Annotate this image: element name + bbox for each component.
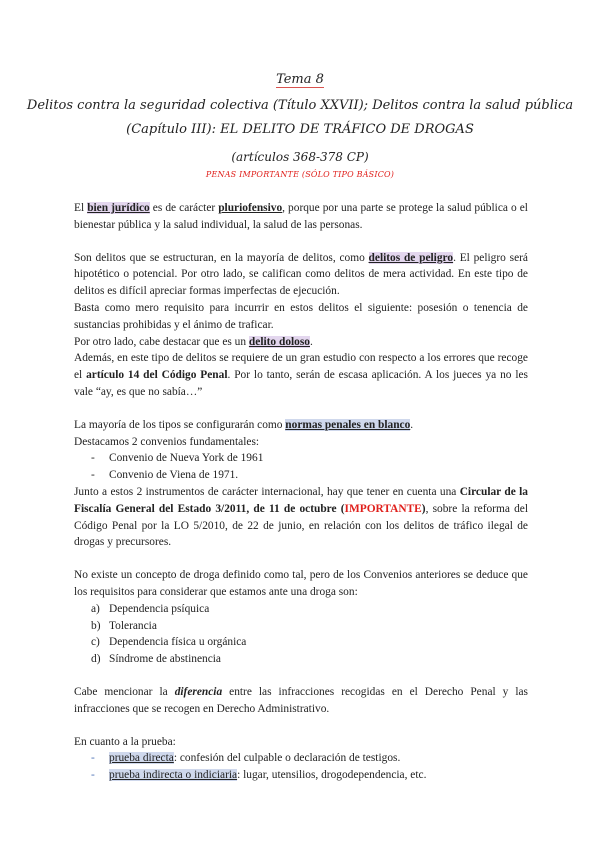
prueba-list [74,750,528,784]
list-item: d) Síndrome de abstinencia [91,653,221,666]
list-item: b) Tolerancia [91,619,157,632]
paragraph-diferencia: Cabe mencionar la diferencia entre las infracciones recogidas en el Derecho Penal y las infracciones que se recogen en Derecho Administrativo. [74,685,528,715]
chapter-heading-line-1: Delitos contra la seguridad colectiva (Título XXVII); Delitos contra la salud pública [26,98,574,113]
paragraph-prueba-intro: En cuanto a la prueba: [74,735,176,748]
list-item: - Convenio de Viena de 1971. [91,469,239,482]
list-item: c) Dependencia física u orgánica [91,636,247,649]
paragraph-concepto-droga: No existe un concepto de droga definido como tal, pero de los Convenios anteriores se deduce que los requisitos para considerar que estamos ante una droga son: [74,569,528,598]
term-delitos-de-peligro: delitos de peligro [368,251,454,264]
term-normas-penales-en-blanco: normas penales en blanco [285,418,411,431]
term-delito-doloso: delito doloso [248,335,310,348]
chapter-heading-line-2: (Capítulo III): EL DELITO DE TRÁFICO DE DROGAS [126,122,474,137]
paragraph-normas-penales: La mayoría de los tipos se configurarán como normas penales en blanco. [74,418,414,431]
term-pluriofensivo: pluriofensivo [218,202,283,214]
paragraph-circular: Junto a estos 2 instrumentos de carácter internacional, hay que tener en cuenta una Circular de la Fiscalía General del Estado 3/2011, de 11 de octubre (IMPORTANTE), sobre la reforma del Código Penal por la LO 5/2010, de 22 de junio, en relación con los delitos de tráfico ilegal de drogas y precursores. [74,485,528,549]
list-item: - Convenio de Nueva York de 1961 [91,452,264,465]
paragraph-errores: Además, en este tipo de delitos se requiere de un gran estudio con respecto a los errores que recoge el artículo 14 del Código Penal. Por lo tanto, serán de escasa aplicación. A los jueces ya no les vale “ay, es que no sabía…” [74,352,528,398]
paragraph-delitos-peligro: Son delitos que se estructuran, en la mayoría de delitos, como delitos de peligro. El peligro será hipotético o potencial. Por otro lado, se califican como delitos de mera actividad. En este tipo de delitos es difícil apreciar formas imperfectas de ejecución. [74,251,528,298]
list-item: - prueba indirecta o indiciaria: lugar, utensilios, drogodependencia, etc. [91,769,427,782]
term-bien-juridico: bien jurídico [87,202,150,214]
term-articulo-14: artículo 14 del Código Penal [86,369,228,382]
requisitos-list [74,601,528,668]
paragraph-requisito: Basta como mero requisito para incurrir en estos delitos el siguiente: posesión o tenencia de sustancias prohibidas y el ánimo de traficar. [74,301,528,331]
penalties-note: PENAS IMPORTANTE (SÓLO TIPO BÁSICO) [205,170,395,179]
list-item: - prueba directa: confesión del culpable o declaración de testigos. [91,752,401,765]
term-diferencia: diferencia [174,685,223,698]
document-body [74,200,528,784]
term-circular-fiscalia: Circular de la Fiscalía General del Estado 3/2011, de 11 de octubre [74,485,528,515]
paragraph-delito-doloso: Por otro lado, cabe destacar que es un delito doloso. [74,335,313,348]
convenios-list [74,450,528,484]
topic-title: Tema 8 [276,72,324,87]
important-label: IMPORTANTE [344,502,422,515]
list-item: a) Dependencia psíquica [91,602,210,615]
paragraph-convenios-intro: Destacamos 2 convenios fundamentales: [74,435,260,448]
term-prueba-directa: prueba directa [109,752,174,765]
term-prueba-indirecta: prueba indirecta o indiciaria [109,769,238,782]
articles-range: (artículos 368-378 CP) [231,150,369,164]
paragraph-bien-juridico: El bien jurídico es de carácter pluriofensivo, porque por una parte se protege la salud pública o el bienestar pública y la salud individual, la salud de las personas. [74,202,528,231]
